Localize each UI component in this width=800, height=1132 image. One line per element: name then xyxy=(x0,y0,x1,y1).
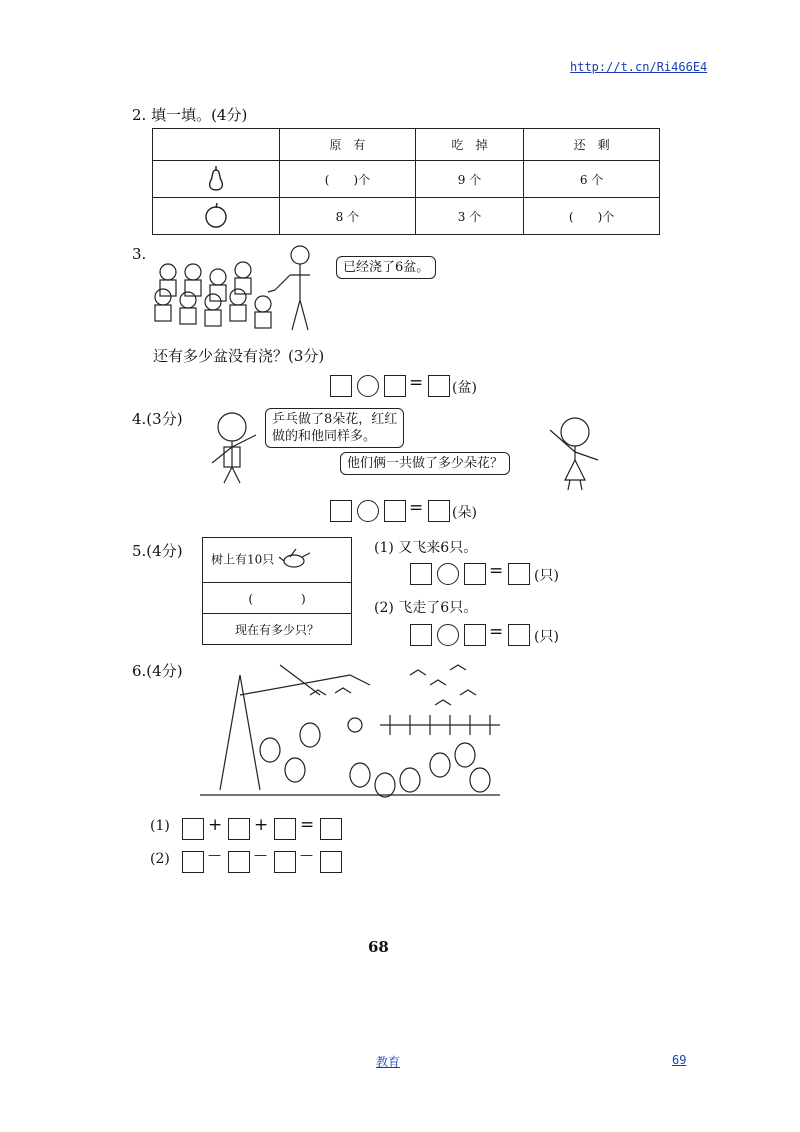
flower-pots-illustration xyxy=(150,240,335,335)
q6-equals: = xyxy=(300,815,315,835)
q6-minus: — xyxy=(208,848,221,863)
q4-speech1-line1: 乒乓做了8朵花，红红 xyxy=(272,412,398,427)
header-link[interactable]: http://t.cn/Ri466E4 xyxy=(570,60,708,74)
q6-result-box[interactable] xyxy=(320,818,342,840)
footer-link[interactable]: 教育 xyxy=(376,1055,401,1069)
q2-corner-cell xyxy=(153,129,280,161)
q5-table-row-1: 树上有10只 xyxy=(203,538,352,583)
q4-unit: (朵) xyxy=(452,505,477,521)
q3-answer-box[interactable] xyxy=(330,375,352,397)
q6-line2-label: (2) xyxy=(150,851,170,867)
q6-box[interactable] xyxy=(182,818,204,840)
q4-number: 4.(3分) xyxy=(132,410,183,428)
q5-table-row-2: ( ) xyxy=(203,583,352,614)
boy-illustration xyxy=(200,405,270,485)
girl-illustration xyxy=(540,410,610,490)
q4-speech1-line2: 做的和他同样多。 xyxy=(272,429,377,444)
q2-cell: 3 个 xyxy=(415,198,523,235)
q4-answer-box[interactable] xyxy=(330,500,352,522)
q4-result-box[interactable] xyxy=(428,500,450,522)
q3-number: 3. xyxy=(132,245,147,263)
q6-minus: — xyxy=(254,848,267,863)
pear-icon xyxy=(153,161,280,198)
q6-number: 6.(4分) xyxy=(132,662,183,680)
q2-heading: 2. 填一填。(4分) xyxy=(132,106,248,124)
q5-result-box[interactable] xyxy=(508,563,530,585)
q2-header-cell: 原 有 xyxy=(280,129,416,161)
q5-sign: = xyxy=(489,622,504,642)
q6-box[interactable] xyxy=(228,851,250,873)
apple-icon xyxy=(153,198,280,235)
q5-answer-box[interactable] xyxy=(410,624,432,646)
tree-birds-rabbits-illustration xyxy=(200,655,500,805)
q6-plus: + xyxy=(208,815,223,835)
q5-table xyxy=(202,537,352,645)
q6-box[interactable] xyxy=(228,818,250,840)
q3-question: 还有多少盆没有浇？(3分) xyxy=(153,347,325,365)
page-number: 68 xyxy=(368,938,389,956)
q3-operator-circle[interactable] xyxy=(357,375,379,397)
q6-box[interactable] xyxy=(274,818,296,840)
q5-table-row-3: 现在有多少只？ xyxy=(203,614,352,645)
footer-page-link[interactable]: 69 xyxy=(672,1053,687,1067)
q6-result-box[interactable] xyxy=(320,851,342,873)
q5-result-box[interactable] xyxy=(508,624,530,646)
q4-speech-bubble-2: 他们俩一共做了多少朵花？ xyxy=(340,452,510,475)
q5-answer-box[interactable] xyxy=(410,563,432,585)
q3-unit: (盆) xyxy=(452,380,477,396)
q2-cell: ( )个 xyxy=(280,161,416,198)
q3-speech-bubble: 已经浇了6盆。 xyxy=(336,256,436,279)
q4-answer-box[interactable] xyxy=(384,500,406,522)
q6-minus: — xyxy=(300,848,313,863)
q5-answer-box[interactable] xyxy=(464,624,486,646)
q3-result-box[interactable] xyxy=(428,375,450,397)
bird-icon xyxy=(278,547,312,573)
q5-part2: (2) 飞走了6只。 xyxy=(374,600,478,616)
q6-box[interactable] xyxy=(274,851,296,873)
q5-operator-circle[interactable] xyxy=(437,624,459,646)
q6-box[interactable] xyxy=(182,851,204,873)
q5-operator-circle[interactable] xyxy=(437,563,459,585)
q2-header-cell: 还 剩 xyxy=(524,129,660,161)
q4-operator-circle[interactable] xyxy=(357,500,379,522)
q2-header-cell: 吃 掉 xyxy=(415,129,523,161)
q6-plus: + xyxy=(254,815,269,835)
q5-answer-box[interactable] xyxy=(464,563,486,585)
q2-cell: 8 个 xyxy=(280,198,416,235)
q5-unit: (只) xyxy=(534,629,559,645)
q5-sign: = xyxy=(489,561,504,581)
q5-unit: (只) xyxy=(534,568,559,584)
q2-cell: 9 个 xyxy=(415,161,523,198)
q2-table xyxy=(152,128,660,235)
q3-equals: = xyxy=(409,373,424,393)
q3-answer-box[interactable] xyxy=(384,375,406,397)
q5-number: 5.(4分) xyxy=(132,542,183,560)
q6-line1-label: (1) xyxy=(150,818,170,834)
q4-equals: = xyxy=(409,498,424,518)
q2-cell: ( )个 xyxy=(524,198,660,235)
q4-speech-bubble-1 xyxy=(265,408,404,448)
q5-part1: (1) 又飞来6只。 xyxy=(374,540,478,556)
q2-cell: 6 个 xyxy=(524,161,660,198)
